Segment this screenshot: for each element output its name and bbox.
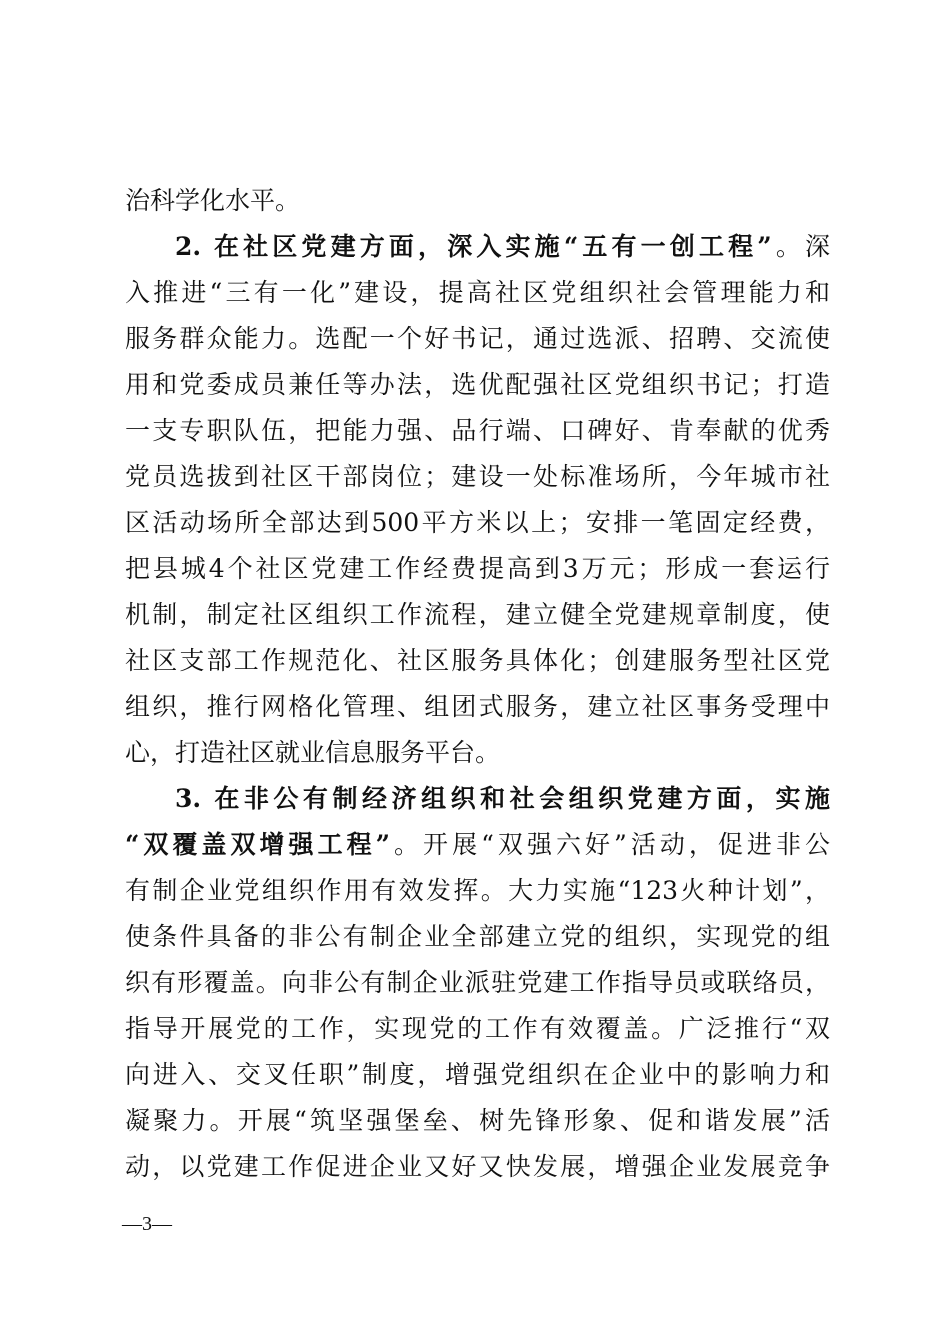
line-text: 使条件具备的非公有制企业全部建立党的组织，实现党的组 — [125, 922, 830, 951]
line-text: 指导开展党的工作，实现党的工作有效覆盖。广泛推行“双 — [125, 1014, 830, 1043]
text-line — [125, 178, 830, 224]
line-text: 组织，推行网格化管理、组团式服务，建立社区事务受理中 — [125, 692, 830, 721]
line-text: 有制企业党组织作用有效发挥。大力实施“123火种计划”， — [125, 876, 830, 905]
section-heading-line — [125, 776, 830, 822]
text-line — [125, 730, 830, 776]
section-heading-line — [125, 224, 830, 270]
line-text: 治科学化水平。 — [125, 186, 301, 215]
text-line — [125, 454, 830, 500]
section-heading-line — [125, 822, 830, 868]
line-text: 机制，制定社区组织工作流程，建立健全党建规章制度，使 — [125, 600, 830, 629]
line-text: 织有形覆盖。向非公有制企业派驻党建工作指导员或联络员， — [125, 968, 830, 997]
text-line — [125, 500, 830, 546]
text-line — [125, 638, 830, 684]
section-heading: 3. 在非公有制经济组织和社会组织党建方面，实施 — [175, 784, 830, 813]
body-text — [125, 178, 830, 1190]
text-line — [125, 1006, 830, 1052]
section-heading: “双覆盖双增强工程” — [125, 830, 390, 859]
text-line — [125, 684, 830, 730]
line-text: 一支专职队伍，把能力强、品行端、口碑好、肯奉献的优秀 — [125, 416, 830, 445]
text-line — [125, 1052, 830, 1098]
text-line — [125, 868, 830, 914]
text-line — [125, 408, 830, 454]
line-text: 动，以党建工作促进企业又好又快发展，增强企业发展竞争 — [125, 1152, 830, 1181]
line-text: 社区支部工作规范化、社区服务具体化；创建服务型社区党 — [125, 646, 830, 675]
text-line — [125, 546, 830, 592]
text-line — [125, 1098, 830, 1144]
section-heading: 2. 在社区党建方面，深入实施“五有一创工程” — [175, 232, 772, 261]
line-text: 。开展“双强六好”活动，促进非公 — [390, 830, 830, 859]
page-number: —3— — [122, 1213, 172, 1235]
line-text: 心，打造社区就业信息服务平台。 — [125, 738, 501, 767]
line-text: 。深 — [771, 232, 830, 261]
text-line — [125, 1144, 830, 1190]
text-line — [125, 270, 830, 316]
text-line — [125, 960, 830, 1006]
text-line — [125, 362, 830, 408]
line-text: 凝聚力。开展“筑坚强堡垒、树先锋形象、促和谐发展”活 — [125, 1106, 830, 1135]
line-text: 区活动场所全部达到500平方米以上；安排一笔固定经费， — [125, 508, 830, 537]
line-text: 用和党委成员兼任等办法，选优配强社区党组织书记；打造 — [125, 370, 830, 399]
text-line — [125, 914, 830, 960]
text-line — [125, 316, 830, 362]
line-text: 把县城4个社区党建工作经费提高到3万元；形成一套运行 — [125, 554, 830, 583]
text-line — [125, 592, 830, 638]
line-text: 入推进“三有一化”建设，提高社区党组织社会管理能力和 — [125, 278, 830, 307]
line-text: 向进入、交叉任职”制度，增强党组织在企业中的影响力和 — [125, 1060, 830, 1089]
line-text: 服务群众能力。选配一个好书记，通过选派、招聘、交流使 — [125, 324, 830, 353]
line-text: 党员选拔到社区干部岗位；建设一处标准场所，今年城市社 — [125, 462, 830, 491]
